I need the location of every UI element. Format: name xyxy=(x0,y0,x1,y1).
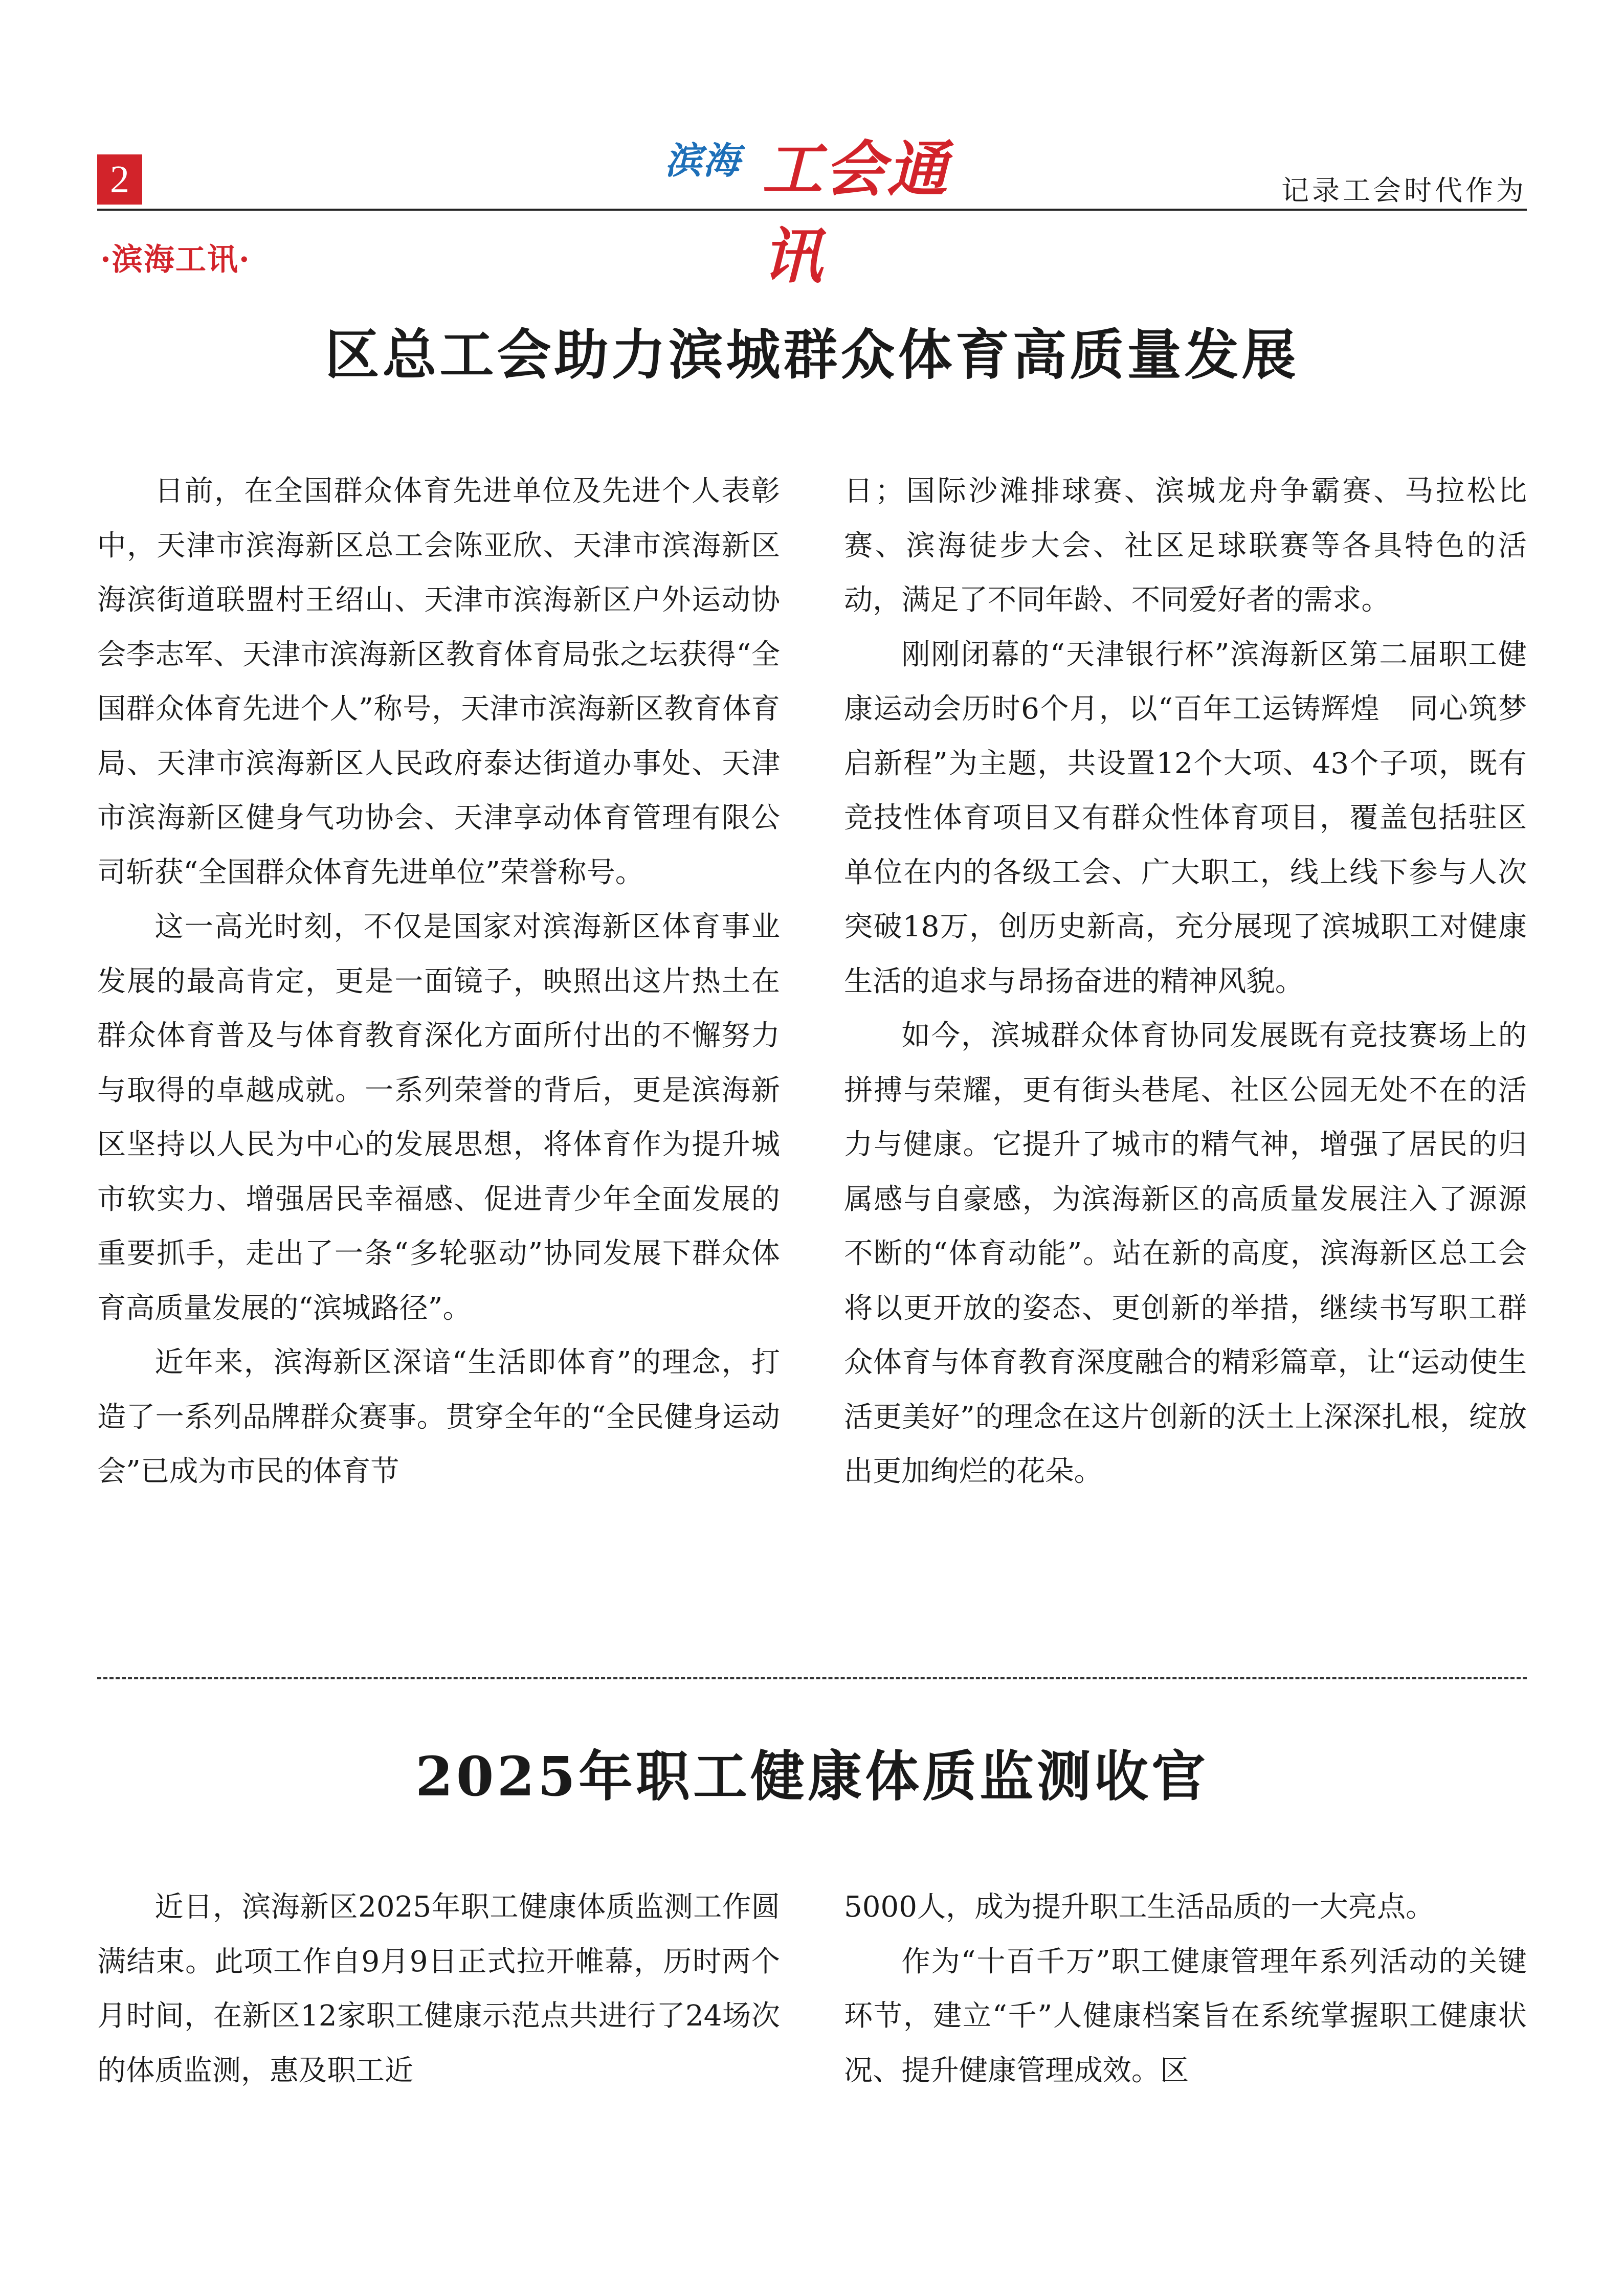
article1-title: 区总工会助力滨城群众体育高质量发展 xyxy=(325,323,1299,387)
masthead-place: 滨海 xyxy=(665,139,741,182)
masthead-logo xyxy=(660,121,997,291)
article1-paragraph: 刚刚闭幕的“天津银行杯”滨海新区第二届职工健康运动会历时6个月，以“百年工运铸辉煌 同心筑梦启新程”为主题，共设置12个大项、43个子项，既有竞技性体育项目又有群众性体育项目，覆盖包括驻区单位在内的各级工会、广大职工，线上线下参与人次突破18万，创历史新高，充分展现了滨城职工对健康生活的追求与昂扬奋进的精神风貌。 xyxy=(844,638,1527,998)
page-number-badge xyxy=(97,154,142,205)
article2-paragraph: 近日，滨海新区2025年职工健康体质监测工作圆满结束。此项工作自9月9日正式拉开帷幕，历时两个月时间，在新区12家职工健康示范点共进行了24场次的体质监测，惠及职工近 xyxy=(97,1890,780,2087)
article2-right-column xyxy=(844,1880,1527,2098)
page-number: 2 xyxy=(110,158,129,201)
article2-left-column xyxy=(97,1880,780,2098)
article1-paragraph: 这一高光时刻，不仅是国家对滨海新区体育事业发展的最高肯定，更是一面镜子，映照出这片热土在群众体育普及与体育教育深化方面所付出的不懈努力与取得的卓越成就。一系列荣誉的背后，更是滨海新区坚持以人民为中心的发展思想，将体育作为提升城市软实力、增强居民幸福感、促进青少年全面发展的重要抓手，走出了一条“多轮驱动”协同发展下群众体育高质量发展的“滨城路径”。 xyxy=(97,910,780,1325)
article1-paragraph: 日前，在全国群众体育先进单位及先进个人表彰中，天津市滨海新区总工会陈亚欣、天津市滨海新区海滨街道联盟村王绍山、天津市滨海新区户外运动协会李志军、天津市滨海新区教育体育局张之坛获得“全国群众体育先进个人”称号，天津市滨海新区教育体育局、天津市滨海新区人民政府泰达街道办事处、天津市滨海新区健身气功协会、天津享动体育管理有限公司斩获“全国群众体育先进单位”荣誉称号。 xyxy=(97,475,780,889)
article1-paragraph: 日；国际沙滩排球赛、滨城龙舟争霸赛、马拉松比赛、滨海徒步大会、社区足球联赛等各具特色的活动，满足了不同年龄、不同爱好者的需求。 xyxy=(844,475,1527,617)
article2-title: 2025年职工健康体质监测收官 xyxy=(415,1744,1209,1808)
section-label: ·滨海工讯· xyxy=(100,242,251,278)
header-rule xyxy=(97,209,1527,211)
article1-paragraph: 如今，滨城群众体育协同发展既有竞技赛场上的拼搏与荣耀，更有街头巷尾、社区公园无处不在的活力与健康。它提升了城市的精气神，增强了居民的归属感与自豪感，为滨海新区的高质量发展注入了源源不断的“体育动能”。站在新的高度，滨海新区总工会将以更开放的姿态、更创新的举措，继续书写职工群众体育与体育教育深度融合的精彩篇章，让“运动使生活更美好”的理念在这片创新的沃土上深深扎根，绽放出更加绚烂的花朵。 xyxy=(844,1019,1527,1488)
article1-left-column xyxy=(97,464,780,1499)
article1-paragraph: 近年来，滨海新区深谙“生活即体育”的理念，打造了一系列品牌群众赛事。贯穿全年的“全民健身运动会”已成为市民的体育节 xyxy=(97,1346,780,1488)
tagline: 记录工会时代作为 xyxy=(1281,174,1527,207)
article2-paragraph: 作为“十百千万”职工健康管理年系列活动的关键环节，建立“千”人健康档案旨在系统掌握职工健康状况、提升健康管理成效。区 xyxy=(844,1945,1527,2087)
article-divider xyxy=(97,1677,1527,1679)
article1-right-column xyxy=(844,464,1527,1499)
masthead-title: 工会通讯 xyxy=(762,133,950,291)
article2-paragraph: 5000人，成为提升职工生活品质的一大亮点。 xyxy=(844,1890,1435,1924)
